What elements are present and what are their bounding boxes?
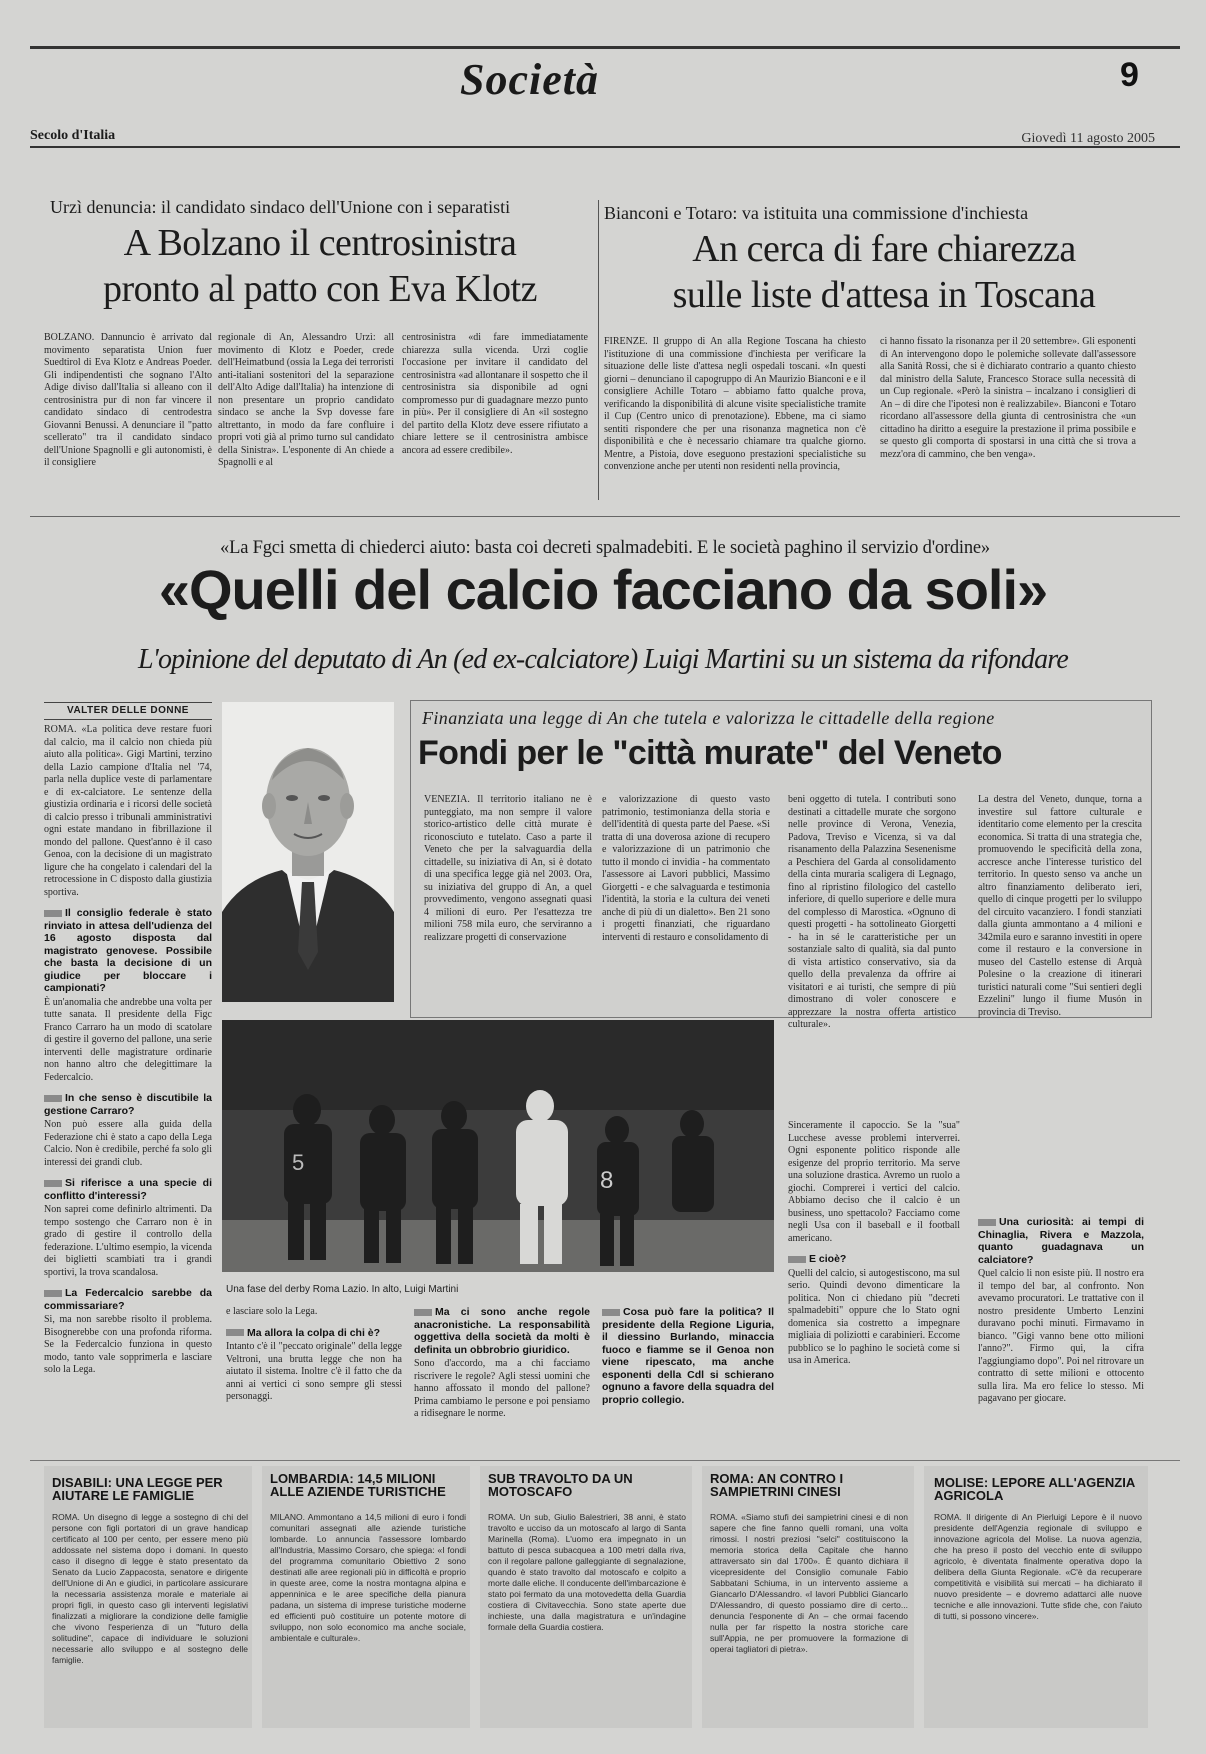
brief-3-title: SUB TRAVOLTO DA UN MOTOSCAFO [488,1471,633,1499]
brief-5-title: MOLISE: LEPORE ALL'AGENZIA AGRICOLA [934,1475,1135,1503]
interview-col4 [602,1306,774,1456]
article2-col2: ci hanno fissato la risonanza per il 20 settembre». Gli esponenti di An intervengono dopo le polemiche sollevate dall'assessore alla Sanità Rossi, che si è dichiarato contrario a quanto chiesto dal ministro della Salute, Francesco Storace sulla necessità di un Cup regionale. «Però la sinistra – incalzano i consiglieri di An – di dire che l'ipotesi non è realizzabile». Bianconi e Totaro ricordano all'assessore della giunta di centrosinistra che «un cittadino ha diritto a eseguire la prestazione il prima possibile e se questo gli comporta di spostarsi in una città che si trova a mezz'ora di cammino, che ben venga». [880,336,1136,460]
answer-2: Non può essere alla guida della Federazione chi è stato a capo della Lega Calcio. Non è credibile, perché fa solo gli interessi dei grandi club. [44,1119,212,1168]
question-9: Una curiosità: ai tempi di Chinaglia, Rivera e Mazzola, quanto guadagnava un calciatore? [978,1216,1144,1266]
article2-kicker: Bianconi e Totaro: va istituita una commissione d'inchiesta [604,203,1029,223]
question-5: Ma allora la colpa di chi è? [226,1327,402,1340]
question-bullet-icon [44,1290,62,1297]
column-divider [598,200,599,500]
svg-text:5: 5 [292,1150,305,1175]
top-rule [30,46,1180,49]
article2-headline-line2: sulle liste d'attesa in Toscana [672,274,1096,316]
issue-date: Giovedì 11 agosto 2005 [1021,131,1155,146]
main-headline: «Quelli del calcio facciano da soli» [158,558,1048,621]
article2-headline [604,226,1164,318]
interview-col6 [978,1120,1144,1456]
question-bullet-icon [44,1180,62,1187]
article1-headline-line2: pronto al patto con Eva Klotz [103,268,537,310]
interview-col5 [788,1120,960,1456]
interview-col1 [44,724,212,1375]
photo-caption: Una fase del derby Roma Lazio. In alto, Luigi Martini [226,1284,459,1295]
answer-5: Intanto c'è il "peccato originale" della legge Veltroni, una brutta legge che non ha aiutato il sistema. Inoltre c'è il fatto che da anni ai vertici ci sono sempre gli stessi personaggi. [226,1341,402,1402]
question-bullet-icon [602,1309,620,1316]
veneto-col1: VENEZIA. Il territorio italiano ne è punteggiato, ma non sempre il valore storico-artistico delle città murate è riconosciuto e tutelato. Caso a parte il Veneto che per la salvaguardia della cittadelle, su iniziativa di An, si è dotato di una specifica legge già nel 2003. Ora, su iniziativa del gruppo di An, a quel provvedimento, vengono assegnati quasi 4 milioni di euro. Per l'esattezza tre milioni 758 mila euro, che serviranno a realizzare progetti di conservazione [424,794,592,943]
brief-2-text: MILANO. Ammontano a 14,5 milioni di euro i fondi comunitari assegnati alle aziende turistiche lombarde. Lo annuncia l'assessore lombardo all'Industria, Massimo Corsaro, che spiega: «I fondi del programma comunitario Obiettivo 2 sono destinati alle aree regionali più in difficoltà e proprio in queste aree, come la nostra montagna alpina e appenninica e le aree specifiche della pianura padana, un sistema di imprese turistiche moderne ed efficienti può costituire un potente motore di sviluppo, non solo economico ma anche sociale, ambientale e culturale». [270,1512,466,1643]
answer-4: Si, ma non sarebbe risolto il problema. Bisognerebbe con una profonda riforma. Se la Federcalcio funziona in questo modo, tanto vale sopprimerla e lasciare solo la Lega. [44,1314,212,1375]
brief-4-text: ROMA. «Siamo stufi dei sampietrini cinesi e di non sapere che fine fanno quelli romani, una volta rimossi. I nostri preziosi "selci" costituiscono la memoria storica della Capitale che hanno attraversato sin dal 1700». È quanto dichiara il vicepresidente del Consiglio comunale Fabio Sabbatani Schiuma, in un intervento assieme a Giancarlo D'Alessandro. «I lavori Pubblici Giancarlo D'Alessandro, di questo possiamo dire di certo... denuncia l'esponente di An – che ormai facendo nulla per far rispetto la nostra storiche care sull'Appia, ne per promuovere la formazione di operai tagliatori di pietra». [710,1512,908,1654]
briefs-rule [30,1460,1180,1461]
main-kicker: «La Fgci smetta di chiederci aiuto: basta coi decreti spalmadebiti. E le società paghino il servizio d'ordine» [220,538,990,558]
question-bullet-icon [414,1309,432,1316]
question-bullet-icon [978,1219,996,1226]
answer-8: Quelli del calcio, si autogestiscono, ma sul serio. Quindi devono dimenticare la politica. Non ci chiedano più "decreti spalmadebiti" oppure che lo Stato ogni domenica sia costretto a impegnare migliaia di poliziotti e carabinieri. Eccome pubblico se lo paghino le società come si usa in America. [788,1267,960,1366]
veneto-col2: e valorizzazione di questo vasto patrimonio, testimonianza della storia e dell'identità di questa parte del Paese. «Si tratta di una doverosa azione di recupero e valorizzazione di un patrimonio che tutto il mondo ci invidia - ha commentato l'assessore ai Lavori pubblici, Massimo Giorgetti - e che salvaguarda e testimonia l'identità, la storia e la cultura dei veneti anche di più di un dialetto». Ben 21 sono i progetti finanziati, che riguardano interventi di restauro e consolidamento di [602,794,770,943]
answer-1: È un'anomalia che andrebbe una volta per tutte sanata. Il presidente della Figc Franco Carraro ha un modo di scatolare di gestire il governo del pallone, una serie interventi delle magistrature ordinarie non hanno altro che delegittimare la Federcalcio. [44,996,212,1083]
question-bullet-icon [44,910,62,917]
football-photo [222,1020,774,1272]
question-bullet-icon [44,1095,62,1102]
portrait-man-icon [222,702,394,1002]
brief-5-text: ROMA. Il dirigente di An Pierluigi Lepore è il nuovo presidente dell'Agenzia regionale di sviluppo e innovazione agricola del Molise. La nuova agenzia, che ha preso il posto del vecchio ente di sviluppo agricolo, è diventata finalmente operativa dopo la delibera della Giunta Regionale. «C'è da recuperare competitività e visibilità sui mercati – ha dichiarato il nuovo presidente – e dovremo adattarci alle nuove tecniche e alle innovazioni. Tutte sfide che, con l'aiuto di tutti, si possono vincere». [934,1512,1142,1621]
masthead-rule [30,146,1180,148]
byline-rule-bottom [44,719,212,720]
article1-col3: centrosinistra «di fare immediatamente chiarezza sulla vicenda. Urzì coglie l'occasione per invitare il candidato del centrosinistra «ad allontanare il sospetto che il centrosinistra sia disponibile ad ogni compromesso pur di guadagnare mezzo punto in più». Per il consigliere di An «il sostegno del partito della Klotz deve essere rifiutato a chiare lettere se il centrosinistra ambisce ancora ad essere credibile». [402,332,588,456]
article1-headline [40,220,600,312]
question-7: Cosa può fare la politica? Il presidente della Regione Liguria, il diessino Burlando, minaccia fuoco e fiamme se il Genoa non viene ripescato, ma anche esponenti della Cdl si schierano ognuno a favore della squadra del proprio collegio. [602,1306,774,1406]
answer-6: Sono d'accordo, ma a chi facciamo riscrivere le regole? Agli stessi uomini che hanno affossato il mondo del pallone? Prima cambiamo le persone e poi pensiamo a ridisegnare le norme. [414,1358,590,1419]
article2-headline-line1: An cerca di fare chiarezza [692,228,1076,270]
interview-col2 [226,1306,402,1456]
question-bullet-icon [788,1256,806,1263]
question-6: Ma ci sono anche regole anacronistiche. La responsabilità oggettiva della società da molti è definita un obbrobrio giuridico. [414,1306,590,1356]
brief-1-text: ROMA. Un disegno di legge a sostegno di chi del persone con figli portatori di un grave handicap certificato al 100 per cento, per essere meno più addossate nel sistema dopo i domani. In questo caso il disegno di legge è stato presentato da Senato da Lucio Zappacosta, senatore e dirigente dell'Unione di An e giudici, in particolare assicurare la necessaria assistenza morale e materiale ai propri figli, in questo caso gli interventi legislativi finalizzati a migliorare la condizione delle famiglie che vivono l'esperienza di un "futuro della solitudine", capace di individuare le soluzioni necessarie allo sviluppo e al sostegno delle famiglie. [52,1512,248,1665]
main-top-rule [30,516,1180,517]
byline-rule [44,702,212,703]
article1-col2: regionale di An, Alessandro Urzì: all movimento di Klotz e Poeder, crede dell'Heimatbund (ossia la Lega dei terroristi anti-italiani sostenitori del la separazione dell'Alto Adige dall'Italia) ha intenzione di non presentare un proprio candidato sindaco se anche la Svp dovesse fare altrettanto, in modo da fare confluire i propri voti già al primo turno sul candidato della Sinistra». L'esponente di An chiede a Spagnolli e al [218,332,394,468]
svg-text:8: 8 [600,1167,614,1194]
article1-kicker: Urzì denuncia: il candidato sindaco dell'Unione con i separatisti [50,197,511,217]
veneto-col4: La destra del Veneto, dunque, torna a investire sul fattore culturale e identitario come elemento per la crescita economica. Si tratta di una strategia che, promuovendo le specificità della zona, accresce anche l'interesse turistico del territorio. In questo senso va anche un altro finanziamento deliberato ieri, quello di cinque progetti per lo sviluppo del circuito vacanziero. I fondi stanziati dalla giunta ammontano a 4 milioni e 342mila euro e saranno investiti in opere come il restauro e la conversione in museo del Castello estense di Arquà Polesine o la creazione di itinerari turistici naturali come "Sui sentieri degli Ezzelini" lungo il fiume Musón in provincia di Treviso. [978,794,1142,1018]
question-2: In che senso è discutibile la gestione Carraro? [44,1092,212,1117]
portrait-photo [222,702,394,1002]
answer-9: Quel calcio li non esiste più. Il nostro era il tempo del bar, al confronto. Non avevamo procuratori. Le trattative con il nostro presidente Umberto Lenzini duravano pochi minuti. Firmavamo in bianco. "Gigi vanno bene otto milioni l'anno?". Firmo qui, la cifra l'aggiungiamo dopo". Poi nel ritrovare un contratto di sette milioni e ottocento sulla lira. Ma ero felice lo stesso. Mi pagavano per giocare. [978,1268,1144,1404]
question-bullet-icon [226,1329,244,1336]
brief-1-title: DISABILI: UNA LEGGE PER AIUTARE LE FAMIGLIE [52,1475,223,1503]
main-subhead: L'opinione del deputato di An (ed ex-calciatore) Luigi Martini su un sistema da rifondare [138,644,1068,675]
article1-col1: BOLZANO. Dannuncio è arrivato dal movimento separatista Union fuer Suedtirol di Eva Klotz e Andreas Poeder. Gli indipendentisti che sognano l'Alto Adige diviso dall'Italia si alleano con il centrosinistra pur di non far vincere il candidato sindaco di centrodestra Giovanni Benussi. A denunciare il "patto scellerato" tra il candidato sindaco dell'Unione Spagnolli e gli autonomisti, è il consigliere [44,332,212,468]
veneto-col3: beni oggetto di tutela. I contributi sono destinati a cittadelle murate che sorgono nelle province di Verona, Venezia, Padova, Treviso e Vicenza, si va dal risanamento della Palazzina Sesenenisme a Peschiera del Garda al consolidamento della cinta muraria scaligera di Legnago, fino al ripristino filologico del castello inferiore, di quello superiore e delle mura del complesso di Marostica. «Ognuno di questi progetti - ha sottolineato Giorgetti - ha in sé le caratteristiche per un sostanziale salto di qualità, sia dal punto di vista artistico conservativo, sia da quello della prevalenza da offrire ai visitatori e ai turisti, che sempre di più dimostrano di voler conoscere e apprezzare la nostra offerta artistico culturale». [788,794,956,1030]
byline: VALTER DELLE DONNE [67,705,189,716]
question-4: La Federcalcio sarebbe da commissariare? [44,1287,212,1312]
brief-3-text: ROMA. Un sub, Giulio Balestrieri, 38 anni, è stato travolto e ucciso da un motoscafo al largo di Santa Marinella (Roma). L'uomo era impegnato in un battuto di pesca subacquea a 100 metri dalla riva, con il regolare pallone galleggiante di segnalazione, quando è stato travolto dal motoscafo e colpito a morte dalle eliche. Il conducente dell'imbarcazione è stato poi fermato da una motovedetta della Guardia costiera di Civitavecchia. Sono state aperte due inchieste, una dalla magistratura e un'indagine formale della Guardia costiera. [488,1512,686,1632]
question-1: Il consiglio federale è stato rinviato in attesa dell'udienza del 16 agosto disposta dal magistrato genovese. Possibile che basta la decisione di un giudice per bloccare i campionati? [44,907,212,994]
article1-headline-line1: A Bolzano il centrosinistra [123,222,517,264]
veneto-headline: Fondi per le "città murate" del Veneto [418,734,1002,772]
article2-col1: FIRENZE. Il gruppo di An alla Regione Toscana ha chiesto l'istituzione di una commissione d'inchiesta per verificare la situazione delle liste d'attesa negli ospedali toscani. «In questi giorni – denunciano il capogruppo di An Maurizio Bianconi e e il consigliere Achille Totaro – abbiamo fatto qualche prova, verificando la disponibilità di alcune visite specialistiche tramite il Cup (Centro unico di prenotazione). Ebbene, ma ci siamo sentiti rispondere che per una risonanza magnetica non c'è disponibilità e che è necessario chiamare tra qualche giorno. Mentre, a Pistoia, dove eseguono prestazioni specialistiche su convenzione anche per utenti non residenti nella provincia, [604,336,866,472]
page-number: 9 [1120,56,1139,94]
paper-name: Secolo d'Italia [30,128,116,143]
interview-col3 [414,1306,590,1456]
veneto-kicker: Finanziata una legge di An che tutela e valorizza le cittadelle della regione [422,708,995,728]
answer-3: Non saprei come definirlo altrimenti. Da tempo sostengo che Carraro non è in grado di gestire il controllo della federazione. L'ultimo esempio, la vicenda dei biglietti scambiati tra i grandi sportivi, la trova scandalosa. [44,1204,212,1278]
question-3: Si riferisce a una specie di conflitto d'interessi? [44,1177,212,1202]
brief-4-title: ROMA: AN CONTRO I SAMPIETRINI CINESI [710,1471,844,1499]
football-players-icon [222,1020,774,1272]
answer-7: Sinceramente il capoccio. Se la "sua" Lucchese avesse problemi interverrei. Ogni esponente politico risponde alle esigenze del proprio territorio. Ma serve una soluzione drastica. Avremo un ruolo a giochi. Comprerei i vertici del calcio. Abbiamo deciso che il calcio è un business, uno spettacolo? Facciamo come negli Usa con il baseball e il football americano. [788,1120,960,1244]
question-8: E cioè? [788,1253,960,1266]
answer-4-continued: e lasciare solo la Lega. [226,1306,318,1317]
brief-2-title: LOMBARDIA: 14,5 MILIONI ALLE AZIENDE TURISTICHE [270,1471,446,1499]
interview-lead: ROMA. «La politica deve restare fuori dal calcio, ma il calcio non chieda più aiuto alla politica». Gigi Martini, terzino della Lazio campione d'Italia nel '74, parla nella duplice veste di parlamentare e di ex-calciatore. Le sentenze della giustizia ordinaria e i ricorsi delle società di calcio presso i tribunali amministrativi ogni estate mandano in fibrillazione il mondo del pallone. Quest'anno è il caso Genoa, con la decisione di un magistrato ligure che ha congelato i calendari del la retrocessione in C disposto dalla giustizia sportiva. [44,724,212,898]
section-title: Società [460,55,599,104]
